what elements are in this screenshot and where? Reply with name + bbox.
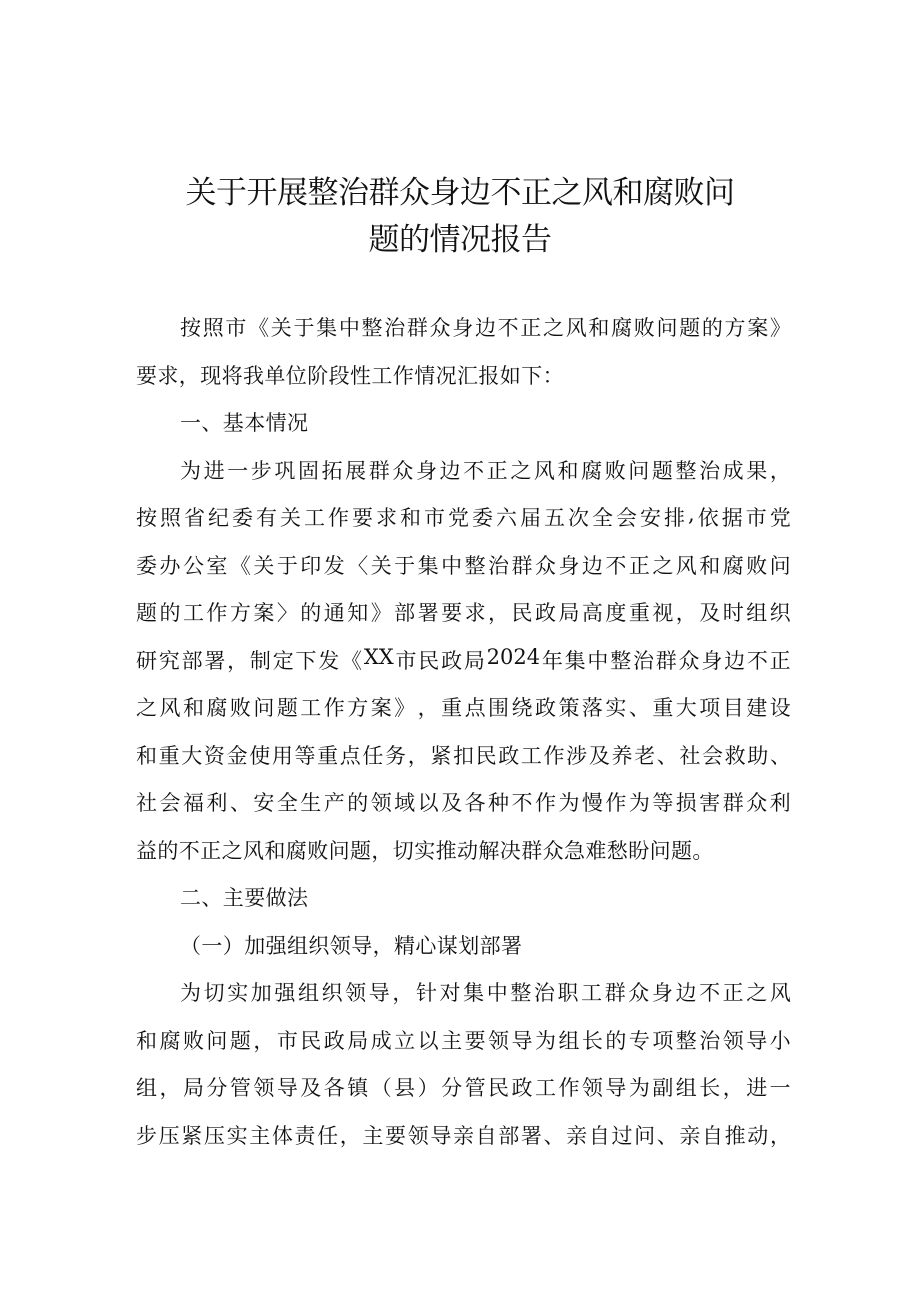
paragraph-line: 和 重 大 资 金 使 用 等 重 点 任 务 ， 紧 扣 民 政 工 作 涉 及 养 老 、 社 会 救 助 、 <box>136 743 791 768</box>
paragraph-line: 益的不正之风和腐败问题，切实推动解决群众急难愁盼问题。 <box>136 838 714 863</box>
section-heading: 二、主要做法 <box>180 886 309 910</box>
paragraph-line: 委 办 公 室 《 关 于 印 发 〈 关 于 集 中 整 治 群 众 身 边 不 正 之 风 和 腐 败 问 <box>136 553 791 578</box>
section-heading: 一、基本情况 <box>180 411 309 435</box>
paragraph-line: 按 照 市 《 关 于 集 中 整 治 群 众 身 边 不 正 之 风 和 腐 败 问 题 的 方 案 》 <box>180 316 791 340</box>
paragraph-line: 为 进 一 步 巩 固 拓 展 群 众 身 边 不 正 之 风 和 腐 败 问 题 整 治 成 果 ， <box>180 458 791 483</box>
subsection-heading: （一）加强组织领导，精心谋划部署 <box>180 933 523 958</box>
paragraph-line: 要求，现将我单位阶段性工作情况汇报如下： <box>136 363 564 388</box>
paragraph-line: 组 ， 局 分 管 领 导 及 各 镇 （ 县 ） 分 管 民 政 工 作 领 导 为 副 组 长 ， 进 一 <box>136 1076 791 1100</box>
paragraph-line: 题 的 工 作 方 案 〉 的 通 知 》 部 署 要 求 ， 民 政 局 高 度 重 视 ， 及 时 组 织 <box>136 601 791 625</box>
paragraph-line: 按 照 省 纪 委 有 关 工 作 要 求 和 市 党 委 六 届 五 次 全 会 安 排 , 依 据 市 党 <box>136 502 791 530</box>
document-title-line-1: 关于开展整治群众身边不正之风和腐败问 <box>185 175 735 211</box>
paragraph-line: 步 压 紧 压 实 主 体 责 任 ， 主 要 领 导 亲 自 部 署 、 亲 自 过 问 、 亲 自 推 动 ， <box>136 1123 791 1148</box>
paragraph-line: 和 腐 败 问 题 ， 市 民 政 局 成 立 以 主 要 领 导 为 组 长 的 专 项 整 治 领 导 小 <box>136 1028 791 1053</box>
paragraph-line: 之 风 和 腐 败 问 题 工 作 方 案 》 ， 重 点 围 绕 政 策 落 实 、 重 大 项 目 建 设 <box>136 696 791 720</box>
paragraph-line: 社 会 福 利 、 安 全 生 产 的 领 域 以 及 各 种 不 作 为 慢 作 为 等 损 害 群 众 利 <box>136 791 791 815</box>
paragraph-line: 为 切 实 加 强 组 织 领 导 ， 针 对 集 中 整 治 职 工 群 众 身 边 不 正 之 风 <box>180 981 791 1005</box>
paragraph-line: 研 究 部 署 ， 制 定 下 发 《 XX 市 民 政 局 2024 年 集 中 整 治 群 众 身 边 不 正 <box>136 644 791 673</box>
document-title-line-2: 题的情况报告 <box>368 222 552 258</box>
